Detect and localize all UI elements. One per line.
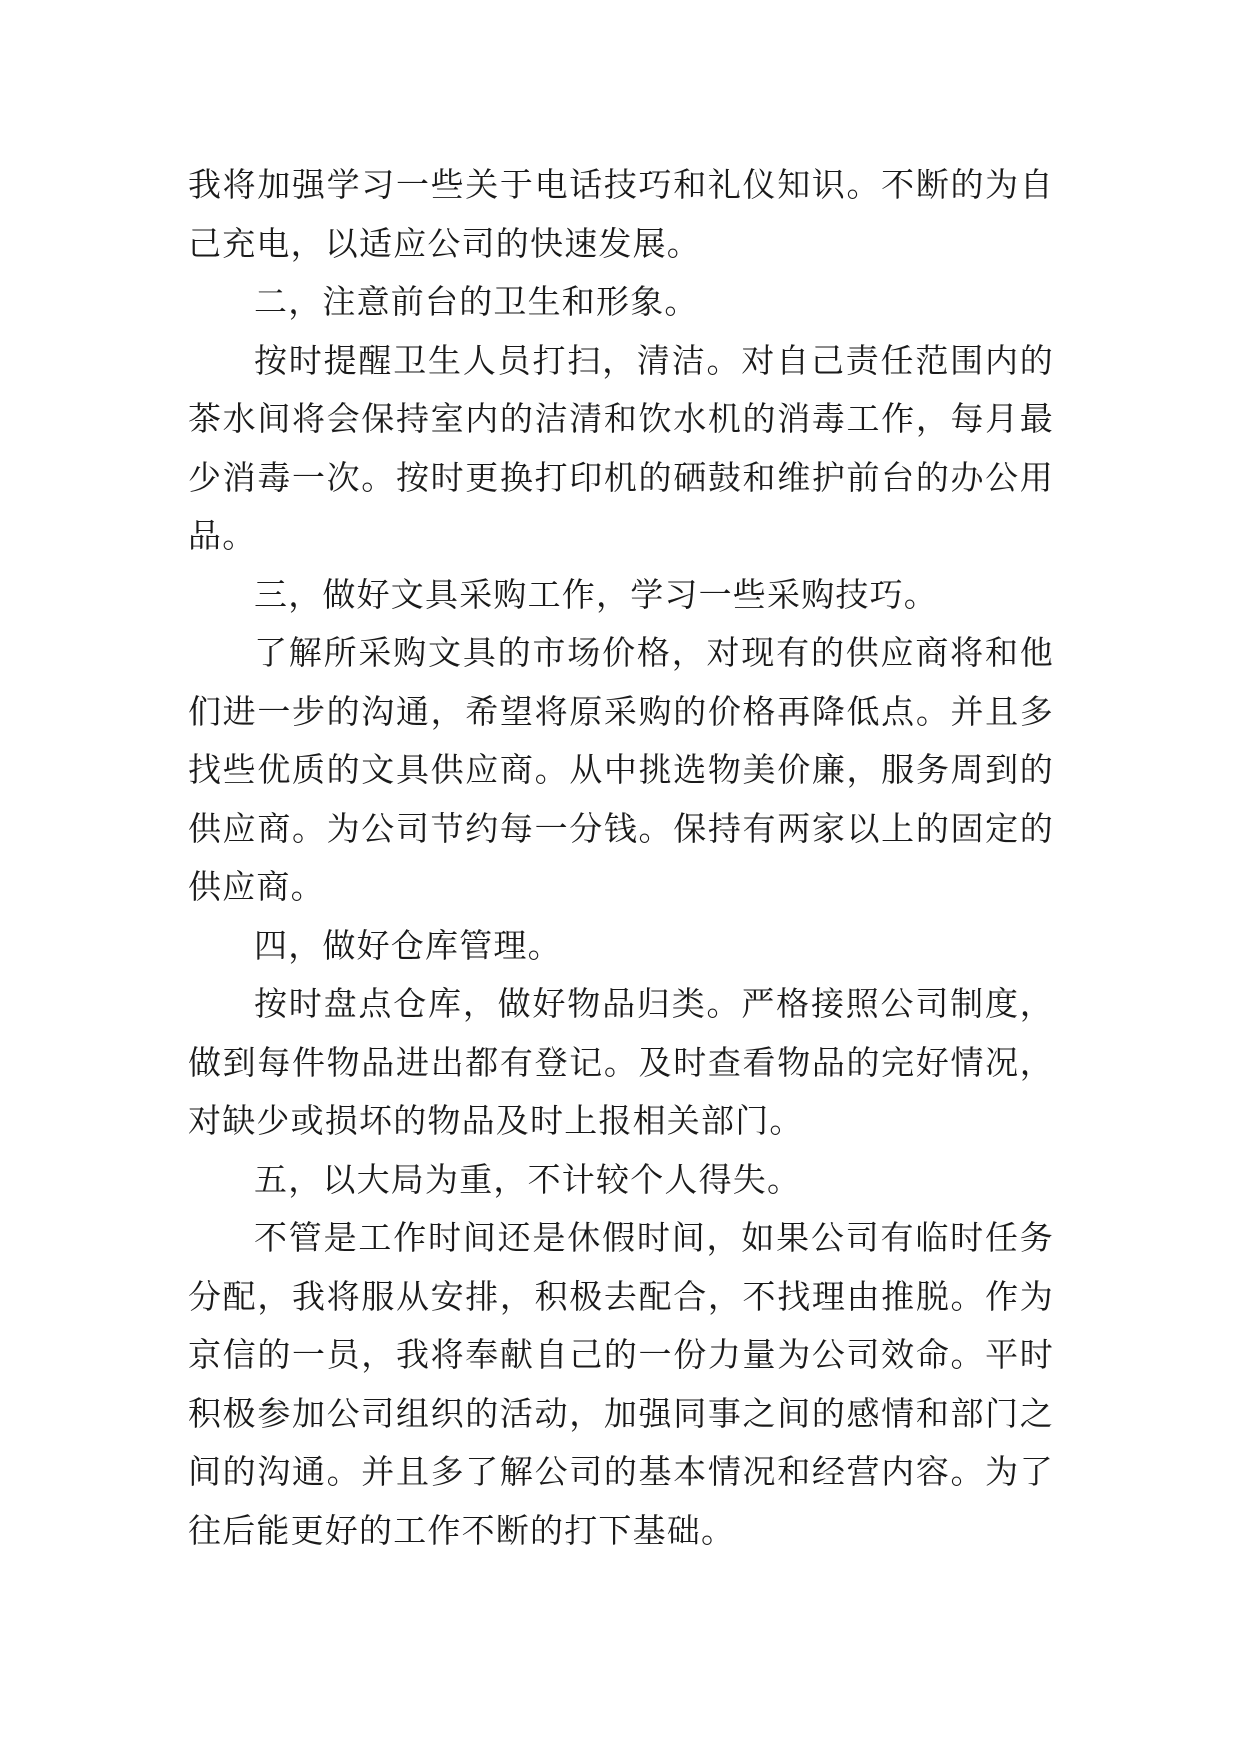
paragraph: 了解所采购文具的市场价格，对现有的供应商将和他们进一步的沟通，希望将原采购的价格再降低点。并且多找些优质的文具供应商。从中挑选物美价廉，服务周到的供应商。为公司节约每一分钱。保持有两家以上的固定的供应商。	[188, 633, 1054, 906]
section-heading-5: 五，以大局为重，不计较个人得失。	[254, 1159, 802, 1199]
section-heading-4: 四，做好仓库管理。	[254, 925, 562, 965]
section-heading-2: 二，注意前台的卫生和形象。	[254, 282, 699, 321]
section-heading-3: 三，做好文具采购工作，学习一些采购技巧。	[254, 574, 938, 614]
paragraph-continuation: 我将加强学习一些关于电话技巧和礼仪知识。不断的为自己充电，以适应公司的快速发展。	[188, 165, 1054, 263]
paragraph: 按时提醒卫生人员打扫，清洁。对自己责任范围内的茶水间将会保持室内的洁清和饮水机的消毒工作，每月最少消毒一次。按时更换打印机的硒鼓和维护前台的办公用品。	[188, 340, 1054, 555]
paragraph: 按时盘点仓库，做好物品归类。严格接照公司制度，做到每件物品进出都有登记。及时查看物品的完好情况，对缺少或损坏的物品及时上报相关部门。	[188, 984, 1054, 1140]
paragraph: 不管是工作时间还是休假时间，如果公司有临时任务分配，我将服从安排，积极去配合，不找理由推脱。作为京信的一员，我将奉献自己的一份力量为公司效命。平时积极参加公司组织的活动，加强同事之间的感情和部门之间的沟通。并且多了解公司的基本情况和经营内容。为了往后能更好的工作不断的打下基础。	[188, 1218, 1054, 1550]
document-body	[188, 156, 1054, 1560]
